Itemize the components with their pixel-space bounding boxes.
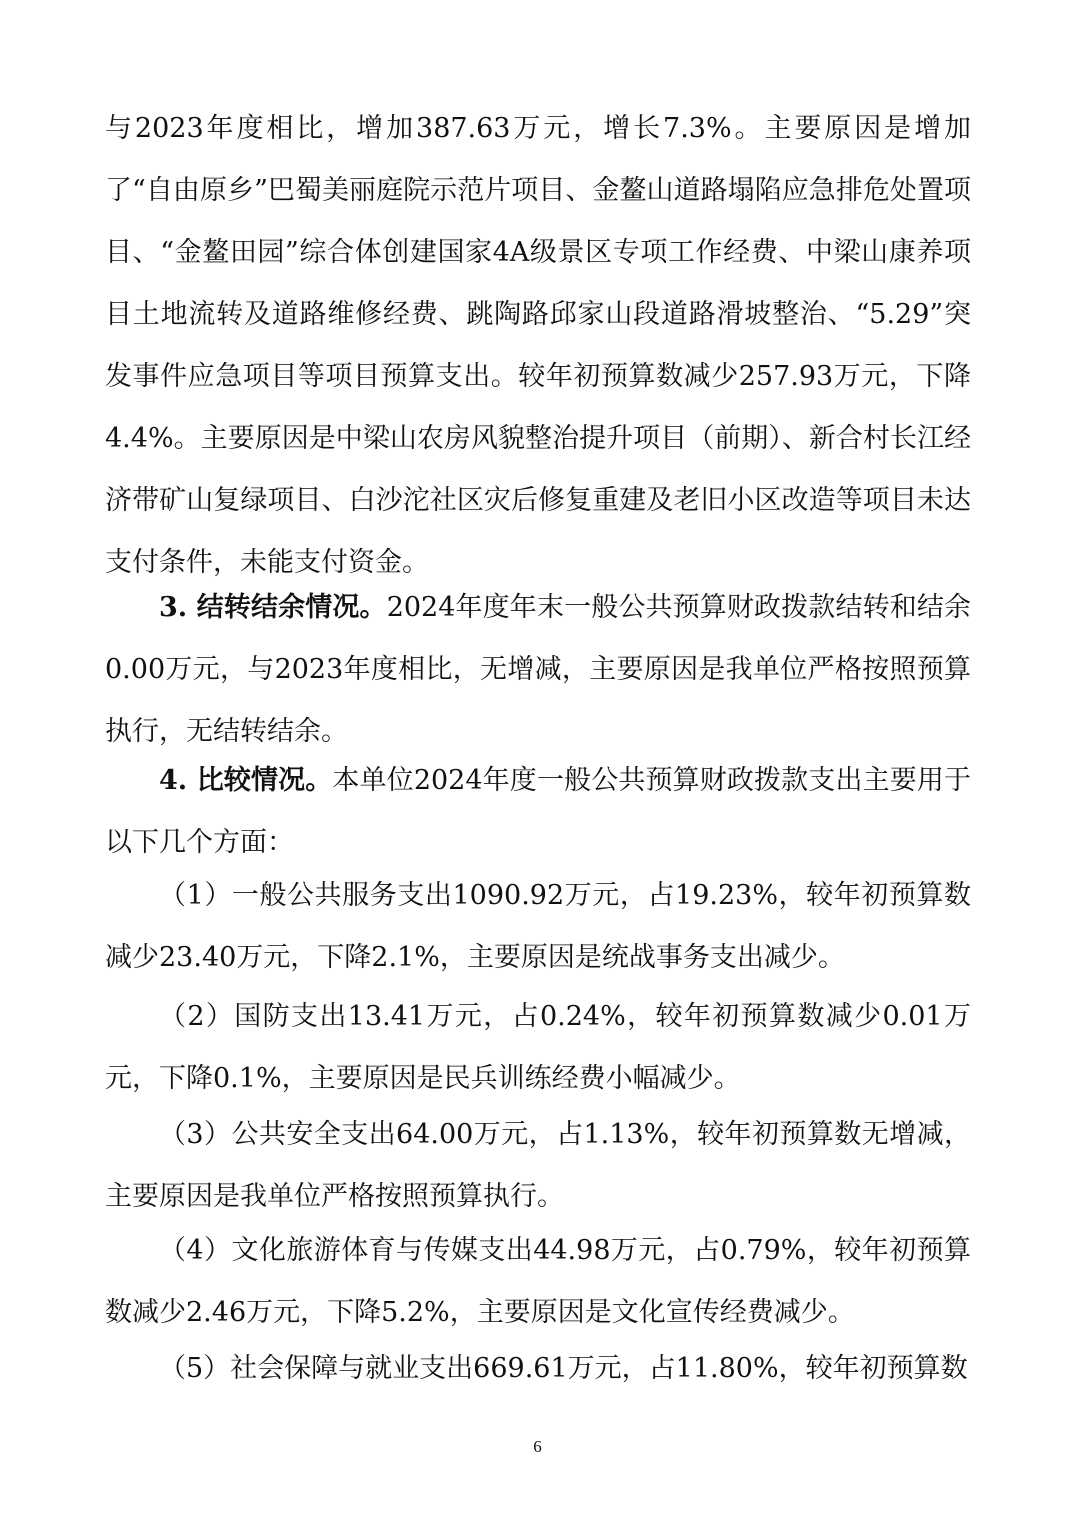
section-heading-comparison: 4. 比较情况。 [159, 765, 333, 796]
paragraph-comparison [105, 750, 971, 874]
page-number: 6 [533, 1437, 542, 1456]
item-culture-tourism-sports-media: （4）文化旅游体育与传媒支出44.98万元，占0.79%，较年初预算数减少2.46万元，下降5.2%，主要原因是文化宣传经费减少。 [105, 1235, 971, 1328]
paragraph-carryover [105, 577, 971, 763]
item-national-defense: （2）国防支出13.41万元，占0.24%，较年初预算数减少0.01万元，下降0.1%，主要原因是民兵训练经费小幅减少。 [105, 1001, 971, 1094]
paragraph-increase-reasons: 与2023年度相比，增加387.63万元，增长7.3%。主要原因是增加了“自由原乡”巴蜀美丽庭院示范片项目、金鳌山道路塌陷应急排危处置项目、“金鳌田园”综合体创建国家4A级景区专项工作经费、中梁山康养项目土地流转及道路维修经费、跳陶路邱家山段道路滑坡整治、“5.29”突发事件应急项目等项目预算支出。较年初预算数减少257.93万元，下降4.4%。主要原因是中梁山农房风貌整治提升项目（前期）、新合村长江经济带矿山复绿项目、白沙沱社区灾后修复重建及老旧小区改造等项目未达支付条件，未能支付资金。 [105, 113, 971, 578]
carryover-text: 2024年度年末一般公共预算财政拨款结转和结余0.00万元，与2023年度相比，无增减，主要原因是我单位严格按照预算执行，无结转结余。 [105, 592, 971, 747]
item-social-security-employment: （5）社会保障与就业支出669.61万元，占11.80%，较年初预算数 [159, 1353, 968, 1384]
item-general-public-services: （1）一般公共服务支出1090.92万元，占19.23%，较年初预算数减少23.40万元，下降2.1%，主要原因是统战事务支出减少。 [105, 880, 971, 973]
item-public-security: （3）公共安全支出64.00万元，占1.13%，较年初预算数无增减，主要原因是我单位严格按照预算执行。 [105, 1119, 971, 1212]
section-heading-carryover: 3. 结转结余情况。 [159, 592, 387, 623]
comparison-text: 本单位2024年度一般公共预算财政拨款支出主要用于以下几个方面： [105, 765, 971, 858]
